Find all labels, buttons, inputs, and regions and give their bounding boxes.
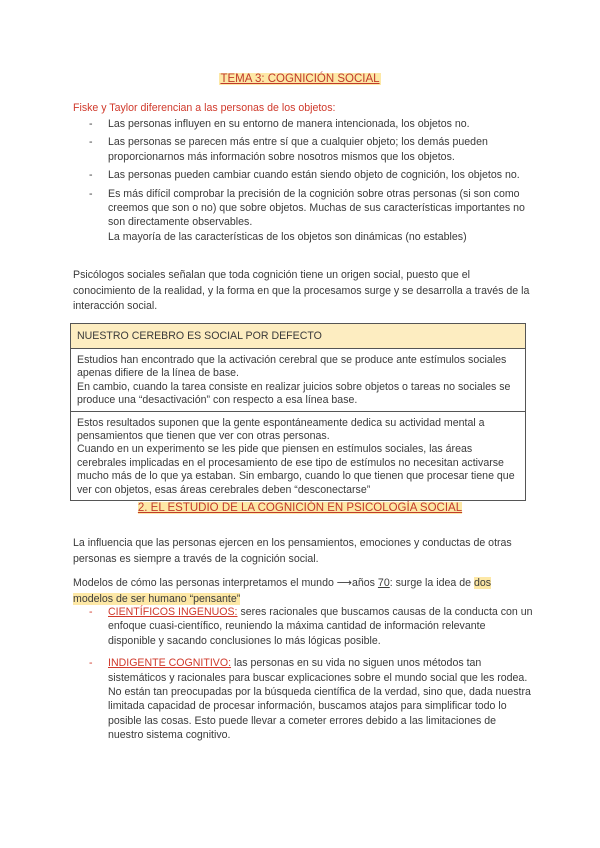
list-item: - CIENTÍFICOS INGENUOS: seres racionales que buscamos causas de la conducta con un enfoque cuasi-científico, reuniendo la máxima cantidad de información relevante disponible y sacando conclusiones lo más lógicas posible. — [89, 606, 533, 647]
box-cell-studies: Estudios han encontrado que la activación cerebral que se produce ante estímulos sociales apenas difiere de la línea de base. En cambio, cuando la tarea consiste en realizar juicios sobre objetos o tareas no sociales se produce una “desactivación” con respecto a esa línea base. — [77, 354, 511, 407]
differences-extra: La mayoría de las características de los objetos son dinámicas (no estables) — [108, 230, 467, 243]
page-title: TEMA 3: COGNICIÓN SOCIAL — [220, 73, 380, 85]
info-box — [70, 323, 526, 501]
models-list — [73, 605, 533, 747]
paragraph-influence: La influencia que las personas ejercen en los pensamientos, emociones y conductas de otras personas es siempre a través de la cognición social. — [73, 537, 512, 565]
models-intro: Modelos de cómo las personas interpretamos el mundo ⟶años 70: surge la idea de dos modelos de ser humano “pensante” — [73, 577, 492, 605]
list-item: - Las personas influyen en su entorno de manera intencionada, los objetos no. — [89, 118, 470, 130]
models-highlight: dos modelos de ser humano “pensante” — [73, 577, 492, 605]
model-label: CIENTÍFICOS INGENUOS: — [108, 606, 238, 618]
box-header: NUESTRO CEREBRO ES SOCIAL POR DEFECTO — [71, 324, 525, 349]
list-item: - Las personas pueden cambiar cuando están siendo objeto de cognición, los objetos no. — [89, 169, 520, 182]
box-cell-results: Estos resultados suponen que la gente espontáneamente dedica su actividad mental a pensamientos que tienen que ver con otras personas. Cuando en un experimento se les pide que piensen en estímulos sociales, las áreas cerebrales implicadas en el procesamiento de ese tipo de estímulos no necesitan activarse mucho más de lo que ya estaban. Sin embargo, cuando lo que tienen que procesar tiene que ver con objetos, esas áreas cerebrales deben “desconectarse” — [71, 411, 525, 500]
paragraph-social-origin: Psicólogos sociales señalan que toda cognición tiene un origen social, puesto que el conocimiento de la realidad, y la forma en que la procesamos surge y se desarrolla a través de la interacción social. — [73, 269, 530, 312]
differences-list — [73, 117, 533, 248]
list-item: - INDIGENTE COGNITIVO: las personas en su vida no siguen unos métodos tan sistemáticos y racionales para buscar explicaciones sobre el mundo social que les rodea. No están tan preocupadas por la búsqueda científica de la verdad, sino que, dada nuestra limitada capacidad de procesar información, buscamos atajos para simplificar todo lo posible las cosas. Esto puede llevar a cometer errores debido a las limitaciones de nuestro sistema cognitivo. — [89, 657, 531, 742]
intro-heading: Fiske y Taylor diferencian a las personas de los objetos: — [73, 102, 336, 114]
list-item: - Es más difícil comprobar la precisión de la cognición sobre otras personas (si son como creemos que son o no) que sobre objetos. Muchas de sus características importantes no son directamente observables. La mayoría de las características de los objetos son dinámicas (no estables) — [89, 187, 525, 243]
list-item: - Las personas se parecen más entre sí que a cualquier objeto; los demás pueden proporcionarnos más información sobre nosotros mismos que los objetos. — [89, 136, 488, 163]
section-2-title: 2. EL ESTUDIO DE LA COGNICIÓN EN PSICOLOGÍA SOCIAL — [137, 502, 463, 514]
model-label: INDIGENTE COGNITIVO: — [108, 657, 232, 670]
